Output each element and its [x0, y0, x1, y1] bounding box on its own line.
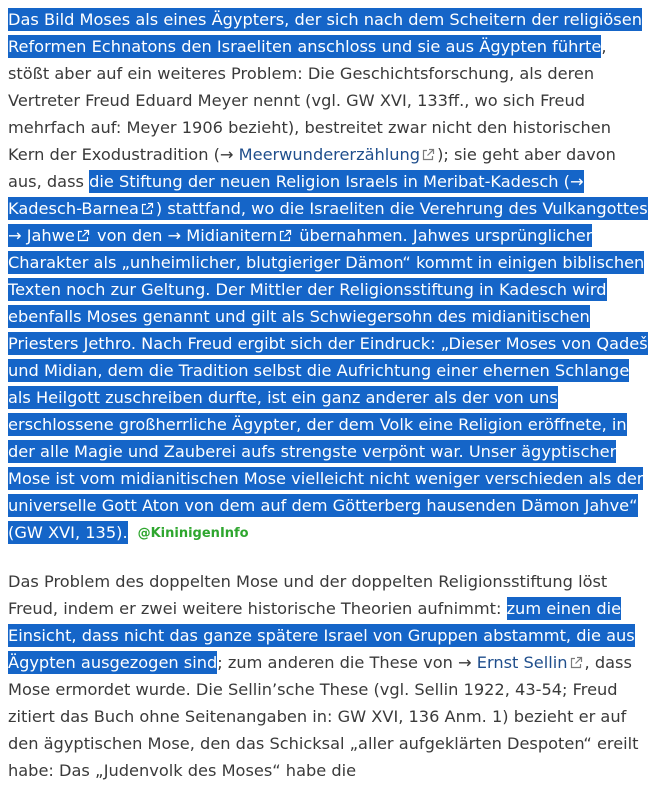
- watermark: @KininigenInfo: [137, 526, 249, 541]
- highlight[interactable]: zum einen die Einsicht, dass nicht das ganze spätere Israel von Gruppen abstammt, die aus Ägypten ausgezogen sind: [8, 599, 635, 672]
- highlight-text: von den →: [91, 226, 187, 245]
- highlight-text: ) stattfand, wo die Israeliten die Verehrung des Vulkangottes →: [8, 199, 648, 245]
- external-link-icon[interactable]: [422, 148, 435, 161]
- link-meerwundererzaehlung[interactable]: Meerwundererzählung: [238, 145, 421, 164]
- highlight-text: die Stiftung der neuen Religion Israels in Meribat-Kadesch (→: [89, 172, 584, 191]
- link-jahwe[interactable]: Jahwe: [26, 226, 75, 245]
- highlight[interactable]: Das Bild Moses als eines Ägypters, der sich nach dem Scheitern der religiösen Reformen Echnatons den Israeliten anschloss und sie aus Ägypten führte: [8, 10, 642, 56]
- paragraph-1: [8, 6, 652, 547]
- link-midianitern[interactable]: Midianitern: [186, 226, 278, 245]
- highlight[interactable]: [8, 170, 648, 544]
- text-run: , dass Mose ermordet wurde. Die Sellin’sche These (vgl. Sellin 1922, 43-54; Freud zitiert das Buch ohne Seitenangaben in: GW XVI, 136 Anm. 1) bezieht er auf den ägyptischen Mose, den das Schicksal „aller aufgeklärten Despoten“ ereilt habe: Das „Judenvolk des Moses“ habe die: [8, 653, 639, 780]
- link-ernst-sellin[interactable]: Ernst Sellin: [476, 653, 568, 672]
- external-link-icon[interactable]: [570, 656, 583, 669]
- external-link-icon[interactable]: [141, 202, 154, 215]
- text-run: Das Problem des doppelten Mose und der doppelten Religionsstiftung löst Freud, indem er zwei weitere historische Theorien aufnimmt:: [8, 572, 608, 618]
- highlight-text: übernahmen. Jahwes ursprünglicher Charakter als „unheimlicher, blutgieriger Dämon“ kommt in einigen biblischen Texten noch zur Geltung. Der Mittler der Religionsstiftung in Kadesch wird ebenfalls Moses genannt und gilt als Schwiegersohn des midianitischen Priesters Jethro. Nach Freud ergibt sich der Eindruck: „Dieser Moses von Qadeš und Midian, dem die Tradition selbst die Aufrichtung einer ehernen Schlange als Heilgott zuschreiben durfte, ist ein ganz anderer als der von uns erschlossene großherrliche Ägypter, der dem Volk eine Religion eröffnete, in der alle Magie und Zauberei aufs strengste verpönt war. Unser ägyptischer Mose ist vom midianitischen Mose vielleicht nicht weniger verschieden als der universelle Gott Aton von dem auf dem Götterberg hausenden Dämon Jahve“ (GW XVI, 135).: [8, 226, 648, 542]
- link-kadesch-barnea[interactable]: Kadesch-Barnea: [8, 199, 139, 218]
- external-link-icon[interactable]: [77, 229, 90, 242]
- external-link-icon[interactable]: [279, 229, 292, 242]
- text-run: , stößt aber auf ein weiteres Problem: Die Geschichtsforschung, als deren Vertreter Freud Eduard Meyer nennt (vgl. GW XVI, 133ff., wo sich Freud mehrfach auf: Meyer 1906 bezieht), bestreitet zwar nicht den historischen Kern der Exodustradition (→: [8, 37, 611, 164]
- text-run: ); sie geht aber davon aus, dass: [8, 145, 616, 191]
- paragraph-2: [8, 568, 652, 784]
- text-run: ; zum anderen die These von →: [217, 653, 477, 672]
